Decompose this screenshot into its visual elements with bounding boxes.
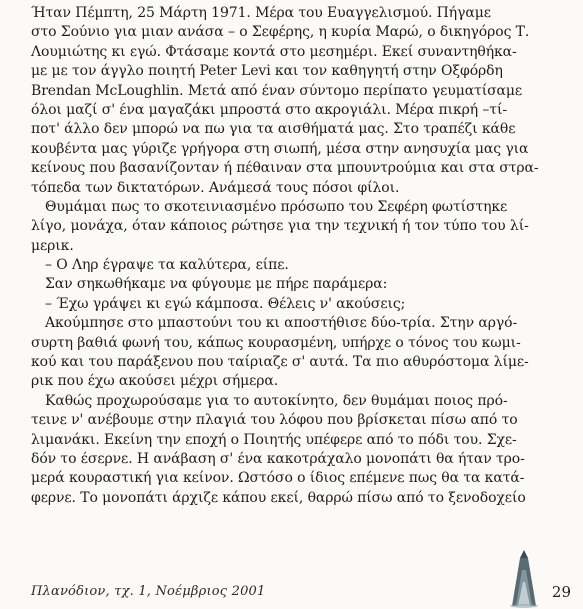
text-line: όλοι μαζί σ' ένα μαγαζάκι μπροστά στο ακρογιάλι. Μέρα πικρή –τί- [31,101,507,118]
text-line: δόν το έσερνε. Η ανάβαση σ' ένα κακοτράχαλο μονοπάτι θα ήταν τρο- [31,450,525,467]
text-line: κείνους που βασανίζονταν ή πέθαιναν στα μπουντρούμια και στα στρα- [31,160,539,177]
page-number: 29 [551,583,571,601]
text-line: λιμανάκι. Εκείνη την εποχή ο Ποιητής υπέφερε από το πόδι του. Σχε- [31,431,517,448]
text-line: συρτη βαθιά φωνή του, κάπως κουρασμένη, υπήρχε ο τόνος του κωμι- [31,334,521,351]
page-footer [0,578,583,608]
text-line: στο Σούνιο για μιαν ανάσα – ο Σεφέρης, η κυρία Μαρώ, ο δικηγόρος Τ. [31,24,530,41]
text-line: Ήταν Πέμπτη, 25 Μάρτη 1971. Μέρα του Ευαγγελισμού. Πήγαμε [31,5,491,21]
text-line: τεινε ν' ανέβουμε στην πλαγιά του λόφου που βρίσκεται πίσω από το [31,412,518,429]
body-text [31,4,561,508]
text-line: Λουμιώτης κι εγώ. Φτάσαμε κοντά στο μεσημέρι. Εκεί συναντηθήκα- [31,43,517,60]
text-line: – Ο Ληρ έγραψε τα καλύτερα, είπε. [45,257,289,274]
text-line: λίγο, μονάχα, όταν κάποιος ρώτησε για την τεχνική ή τον τύπο του λί- [31,218,529,235]
text-line: ρικ που έχω ακούσει μέχρι σήμερα. [31,373,279,390]
text-line: μερικ. [31,237,74,254]
text-line: ποτ' άλλο δεν μπορώ να πω για τα αισθήματά μας. Στο τραπέζι κάθε [31,121,516,138]
text-line: φερνε. Το μονοπάτι άρχιζε κάπου εκεί, θαρρώ πίσω από το ξενοδοχείο [31,489,526,506]
text-line: Brendan McLoughlin. Μετά από έναν σύντομο περίπατο γευματίσαμε [31,82,523,99]
journal-citation: Πλανόδιον, τχ. 1, Νοέμβριος 2001 [31,584,266,599]
text-line: τόπεδα των δικτατόρων. Ανάμεσά τους πόσοι φίλοι. [31,179,400,196]
text-line: κουβέντα μας γύριζε γρήγορα στη σιωπή, μέσα στην ανησυχία μας για [31,140,529,157]
text-line: μερά κουραστική για κείνον. Ωστόσο ο ίδιος επέμενε πως θα τα κατά- [31,470,525,487]
text-line: Σαν σηκωθήκαμε να φύγουμε με πήρε παράμερα: [45,276,388,293]
text-line: Ακούμπησε στο μπαστούνι του κι αποστήθισε δύο-τρία. Στην αργό- [45,315,518,332]
text-line: κού και του παράξενου που ταίριαζε σ' αυτά. Τα πιο αθυρόστομα λίμε- [31,354,529,371]
text-line: με με τον άγγλο ποιητή Peter Levi και τον καθηγητή στην Οξφόρδη [31,63,503,80]
text-line: – Έχω γράψει κι εγώ κάμποσα. Θέλεις ν' ακούσεις; [45,295,406,312]
text-line: Θυμάμαι πως το σκοτεινιασμένο πρόσωπο του Σεφέρη φωτίστηκε [45,198,508,215]
text-line: Καθώς προχωρούσαμε για το αυτοκίνητο, δεν θυμάμαι ποιος πρό- [45,392,508,409]
